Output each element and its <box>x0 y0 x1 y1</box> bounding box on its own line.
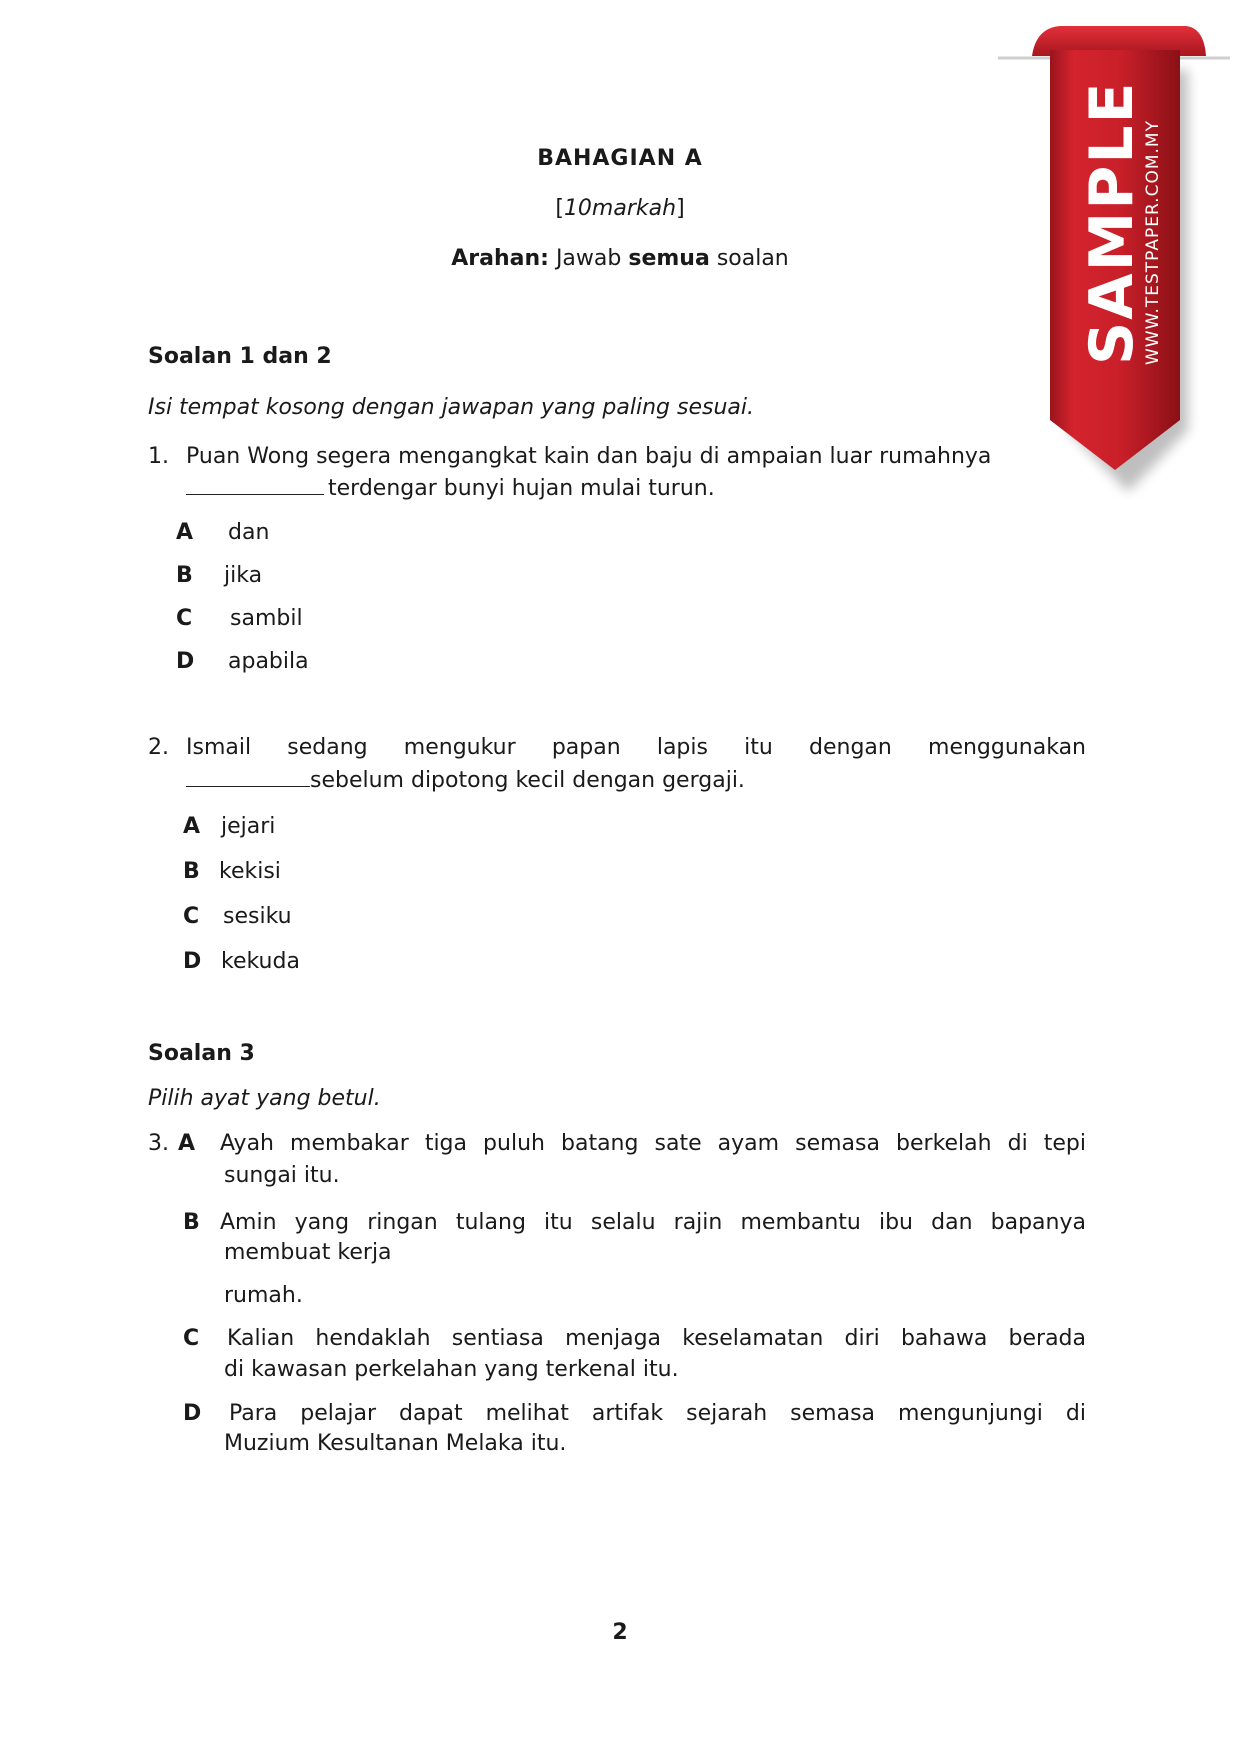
q3-option-c-line1: Kalian hendaklah sentiasa menjaga keselamatan diri bahawa berada <box>227 1326 1086 1351</box>
q1-option-c-letter: C <box>176 606 193 631</box>
q2-option-c-text: sesiku <box>223 904 292 929</box>
q2-option-a-letter: A <box>183 814 201 839</box>
q1-option-a-letter: A <box>176 520 194 545</box>
q3-option-d-line1: Para pelajar dapat melihat artifak sejarah semasa mengunjungi di <box>229 1401 1086 1426</box>
q1-option-b-letter: B <box>176 563 193 588</box>
q3-option-b-line2: membuat kerja <box>224 1240 392 1265</box>
q3-number: 3. <box>148 1131 169 1156</box>
q1-option-a-text: dan <box>228 520 270 545</box>
q2-option-d-text: kekuda <box>221 949 300 974</box>
q3-option-d-line2: Muzium Kesultanan Melaka itu. <box>224 1431 567 1456</box>
q2-option-d-letter: D <box>183 949 202 974</box>
q1-option-d-text: apabila <box>228 649 309 674</box>
q2-option-a-text: jejari <box>221 814 276 839</box>
q1-line2: terdengar bunyi hujan mulai turun. <box>186 476 715 501</box>
q2-option-b-text: kekisi <box>219 859 281 884</box>
q3-option-b-letter: B <box>183 1210 200 1235</box>
q3-option-a-line2: sungai itu. <box>224 1163 340 1188</box>
q3-option-a-line1: Ayah membakar tiga puluh batang sate ayam semasa berkelah di tepi <box>220 1131 1086 1156</box>
q2-line1: Ismail sedang mengukur papan lapis itu dengan menggunakan <box>186 735 1086 760</box>
page-number: 2 <box>612 1620 628 1645</box>
answer-blank <box>186 476 324 495</box>
q1-line1: Puan Wong segera mengangkat kain dan baju di ampaian luar rumahnya <box>186 444 992 469</box>
q3-option-b-line1: Amin yang ringan tulang itu selalu rajin membantu ibu dan bapanya <box>220 1210 1086 1235</box>
part2-heading: Soalan 3 <box>148 1041 255 1066</box>
q3-option-c-letter: C <box>183 1326 200 1351</box>
q1-option-c-text: sambil <box>230 606 303 631</box>
q3-option-a-letter: A <box>178 1131 196 1156</box>
part1-instruction: Isi tempat kosong dengan jawapan yang paling sesuai. <box>148 395 754 420</box>
part1-heading: Soalan 1 dan 2 <box>148 344 332 369</box>
section-title: BAHAGIAN A <box>537 146 703 171</box>
ribbon-sample-text: SAMPLE <box>1077 80 1147 365</box>
answer-blank <box>186 768 310 787</box>
q2-number: 2. <box>148 735 169 760</box>
sample-ribbon <box>990 20 1240 510</box>
q2-option-b-letter: B <box>183 859 200 884</box>
ribbon-url-text: WWW.TESTPAPER.COM.MY <box>1143 120 1163 365</box>
part2-instruction: Pilih ayat yang betul. <box>148 1086 381 1111</box>
q1-option-d-letter: D <box>176 649 195 674</box>
q1-number: 1. <box>148 444 169 469</box>
marks-note: [10markah] <box>555 196 685 221</box>
instructions-line: Arahan: Jawab semua soalan <box>451 246 789 271</box>
q2-option-c-letter: C <box>183 904 200 929</box>
q3-option-b-line3: rumah. <box>224 1283 303 1308</box>
q1-option-b-text: jika <box>224 563 263 588</box>
q3-option-d-letter: D <box>183 1401 202 1426</box>
q2-line2: sebelum dipotong kecil dengan gergaji. <box>186 768 745 793</box>
q3-option-c-line2: di kawasan perkelahan yang terkenal itu. <box>224 1357 679 1382</box>
